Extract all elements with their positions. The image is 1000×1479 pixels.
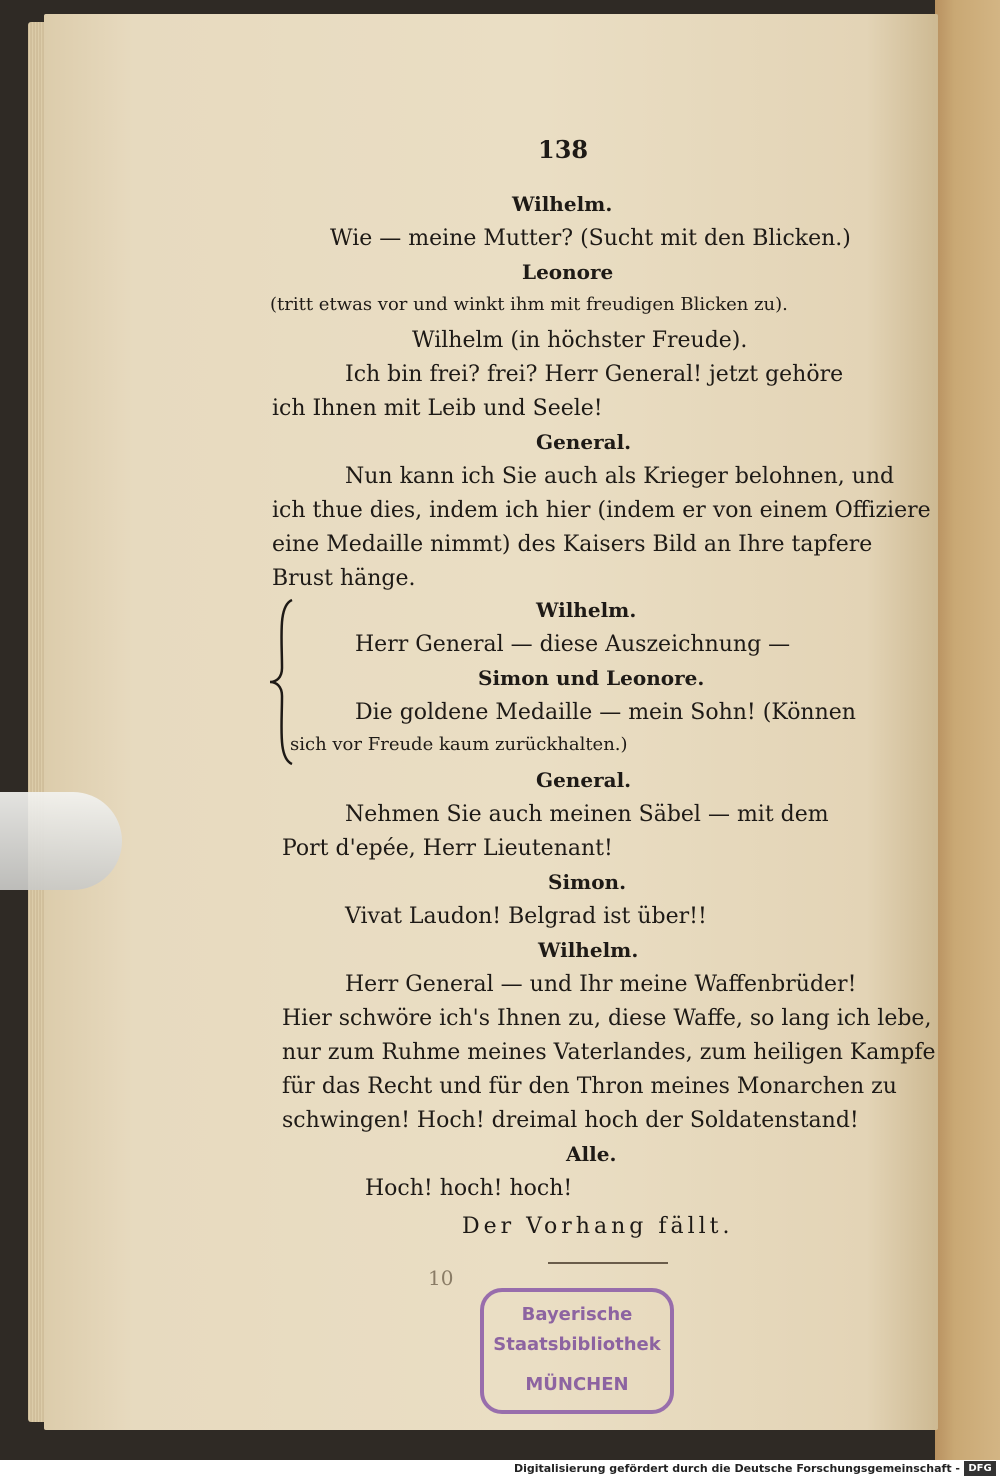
end-rule — [548, 1262, 668, 1264]
text-schwingen: schwingen! Hoch! dreimal hoch der Soldatenstand! — [282, 1108, 859, 1133]
text-brust-haenge: Brust hänge. — [272, 566, 416, 591]
text-nehmen-sie-auch: Nehmen Sie auch meinen Säbel — mit dem — [345, 802, 829, 827]
page-number: 138 — [538, 135, 589, 164]
speaker-wilhelm-1: Wilhelm. — [512, 192, 613, 216]
text-die-goldene-medaille: Die goldene Medaille — mein Sohn! (Können — [355, 700, 856, 725]
stamp-line-1: Bayerische — [521, 1304, 633, 1325]
text-eine-medaille-nimmt: eine Medaille nimmt) des Kaisers Bild an Ihre tapfere — [272, 532, 873, 557]
text-herr-general-waffenbrueder: Herr General — und Ihr meine Waffenbrüder! — [345, 972, 857, 997]
text-herr-general-auszeichnung: Herr General — diese Auszeichnung — — [355, 632, 791, 657]
dfg-logo: DFG — [964, 1461, 996, 1476]
stamp-line-2: Staatsbibliothek — [493, 1334, 661, 1355]
stage-tritt-etwas-vor: (tritt etwas vor und winkt ihm mit freudigen Blicken zu). — [270, 294, 788, 315]
text-nur-zum-ruhme: nur zum Ruhme meines Vaterlandes, zum heiligen Kampfe — [282, 1040, 936, 1065]
stage-sich-vor-freude: sich vor Freude kaum zurückhalten.) — [290, 734, 628, 755]
bookmark-clip — [0, 792, 122, 890]
footer-credit: Digitalisierung gefördert durch die Deutsche Forschungsgemeinschaft - — [513, 1462, 960, 1475]
text-der-vorhang-faellt: Der Vorhang fällt. — [462, 1214, 734, 1239]
speaker-wilhelm-3: Wilhelm. — [536, 598, 637, 622]
text-ich-thue-dies: ich thue dies, indem ich hier (indem er von einem Offiziere — [272, 498, 931, 523]
text-hoch-hoch-hoch: Hoch! hoch! hoch! — [365, 1176, 573, 1201]
text-ich-bin-frei: Ich bin frei? frei? Herr General! jetzt gehöre — [345, 362, 844, 387]
speaker-general-2: General. — [536, 768, 632, 792]
speaker-wilhelm-2: Wilhelm (in höchster Freude). — [412, 328, 748, 353]
text-fuer-das-recht: für das Recht und für den Thron meines Monarchen zu — [282, 1074, 897, 1099]
speaker-alle: Alle. — [566, 1142, 617, 1166]
speaker-general-1: General. — [536, 430, 632, 454]
stamp-line-3: MÜNCHEN — [525, 1374, 629, 1395]
speaker-simon: Simon. — [548, 870, 627, 894]
speaker-simon-leonore: Simon und Leonore. — [478, 666, 705, 690]
text-vivat-laudon: Vivat Laudon! Belgrad ist über!! — [345, 904, 707, 929]
adjacent-page-edge — [935, 0, 1000, 1460]
text-nun-kann-ich: Nun kann ich Sie auch als Krieger belohnen, und — [345, 464, 895, 489]
speaker-leonore-1: Leonore — [522, 260, 614, 284]
text-ich-ihnen-mit-leib: ich Ihnen mit Leib und Seele! — [272, 396, 603, 421]
library-stamp — [480, 1288, 674, 1414]
text-wie-meine-mutter: Wie — meine Mutter? (Sucht mit den Blicken.) — [330, 226, 851, 251]
text-port-depee: Port d'epée, Herr Lieutenant! — [282, 836, 613, 861]
speaker-wilhelm-4: Wilhelm. — [538, 938, 639, 962]
signature-mark: 10 — [428, 1266, 454, 1290]
text-hier-schwoere: Hier schwöre ich's Ihnen zu, diese Waffe, so lang ich lebe, — [282, 1006, 932, 1031]
